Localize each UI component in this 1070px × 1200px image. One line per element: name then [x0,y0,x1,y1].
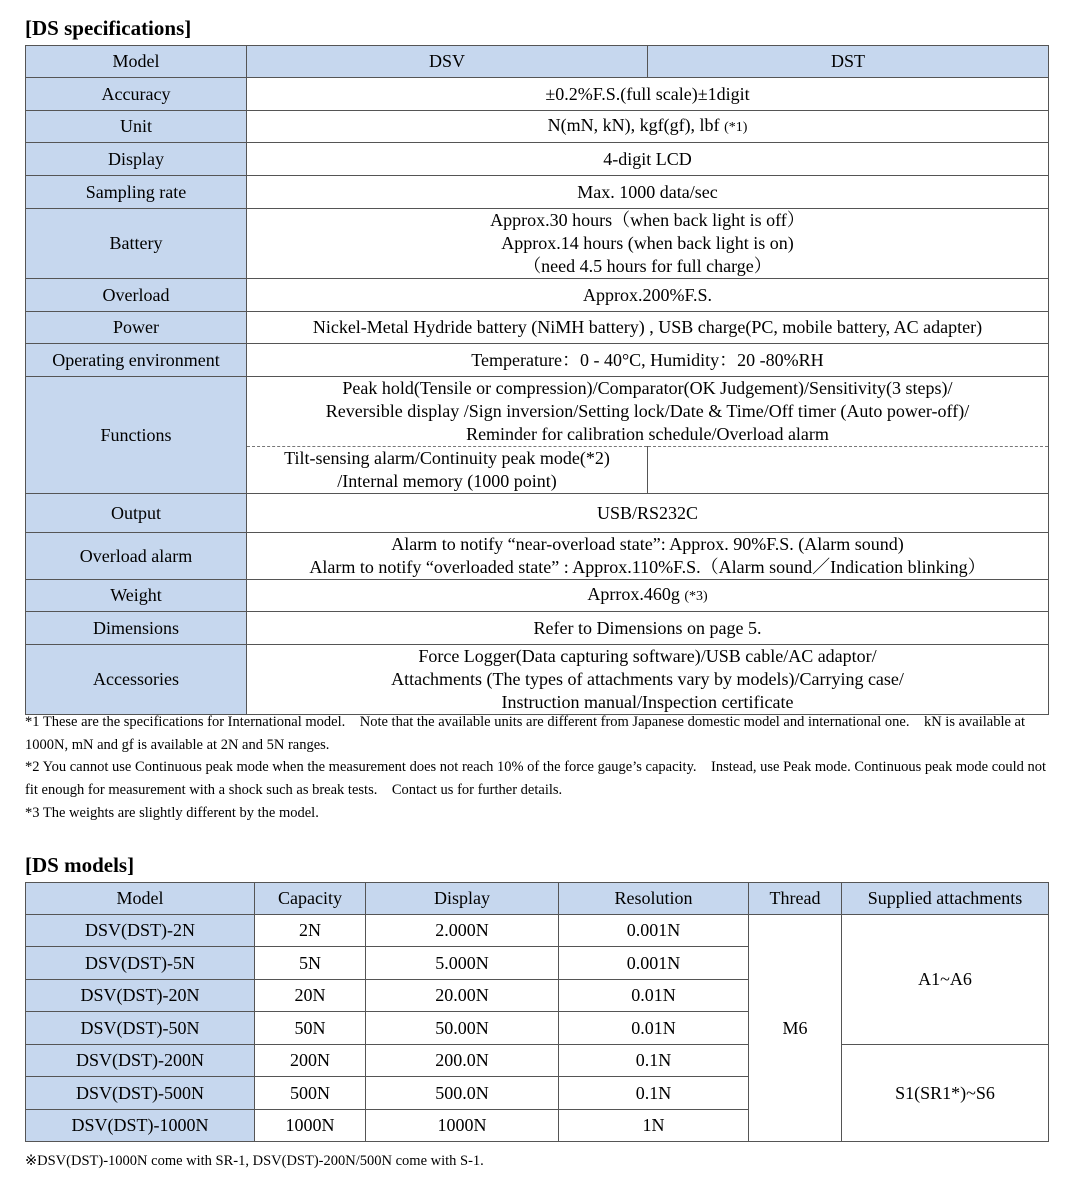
row-overload [26,279,1049,312]
functions-line: Reversible display /Sign inversion/Setting lock/Date & Time/Off timer (Auto power-off)/ [325,401,970,421]
functions-line: Reminder for calibration schedule/Overload alarm [466,424,829,444]
value-overload: Approx.200%F.S. [247,279,1049,312]
table-row [26,1045,1049,1077]
model-name: DSV(DST)-2N [26,915,255,947]
col-display: Display [366,883,559,915]
accessories-line: Force Logger(Data capturing software)/USB cable/AC adaptor/ [418,646,877,666]
resolution: 0.001N [559,947,749,980]
unit-text: N(mN, kN), kgf(gf), lbf [547,115,720,135]
thread-value: M6 [749,915,842,1142]
value-accessories [247,645,1049,715]
label-environment: Operating environment [26,344,247,377]
label-display: Display [26,143,247,176]
row-power [26,312,1049,344]
value-display: 4-digit LCD [247,143,1049,176]
display: 500.0N [366,1077,559,1110]
row-unit [26,111,1049,143]
model-name: DSV(DST)-200N [26,1045,255,1077]
row-display [26,143,1049,176]
models-footnote: ※DSV(DST)-1000N come with SR-1, DSV(DST)-200N/500N come with S-1. [25,1153,484,1169]
label-power: Power [26,312,247,344]
accessories-line: Attachments (The types of attachments vary by models)/Carrying case/ [391,669,904,689]
label-sampling: Sampling rate [26,176,247,209]
note-1: *1 These are the specifications for International model. Note that the available units are different from Japanese domestic model and international one. kN is available at 1000N, mN and gf is available at 2N and 5N ranges. [25,714,1026,753]
value-overload-alarm [247,533,1049,580]
row-accessories [26,645,1049,715]
capacity: 2N [255,915,366,947]
model-name: DSV(DST)-1000N [26,1110,255,1142]
display: 20.00N [366,980,559,1012]
note-2: *2 You cannot use Continuous peak mode when the measurement does not reach 10% of the force gauge’s capacity. Instead, use Peak mode. Continuous peak mode could not fit enough for measurement with a shock such as break tests. Contact us for further details. [25,759,1047,799]
weight-note: (*3) [684,589,708,604]
weight-text: Aprrox.460g [587,584,680,604]
row-environment [26,344,1049,377]
header-dst: DST [648,46,1049,78]
row-functions [26,377,1049,447]
model-name: DSV(DST)-50N [26,1012,255,1045]
overload-alarm-line: Alarm to notify “overloaded state” : Approx.110%F.S.（Alarm sound／Indication blinking） [309,557,986,577]
capacity: 1000N [255,1110,366,1142]
functions-dsv-line: /Internal memory (1000 point) [337,471,557,491]
value-battery [247,209,1049,279]
capacity: 500N [255,1077,366,1110]
resolution: 0.01N [559,1012,749,1045]
model-name: DSV(DST)-5N [26,947,255,980]
row-weight [26,580,1049,612]
label-dimensions: Dimensions [26,612,247,645]
models-header-row [26,883,1049,915]
label-unit: Unit [26,111,247,143]
value-accuracy: ±0.2%F.S.(full scale)±1digit [247,78,1049,111]
battery-line: （need 4.5 hours for full charge） [523,256,772,276]
value-functions-dst [648,447,1049,494]
display: 1000N [366,1110,559,1142]
label-functions: Functions [26,377,247,494]
battery-line: Approx.30 hours（when back light is off） [490,210,805,230]
capacity: 200N [255,1045,366,1077]
attachments-s: S1(SR1*)~S6 [842,1045,1049,1142]
label-overload: Overload [26,279,247,312]
resolution: 1N [559,1110,749,1142]
capacity: 20N [255,980,366,1012]
accessories-line: Instruction manual/Inspection certificate [501,692,794,712]
row-dimensions [26,612,1049,645]
table-row [26,915,1049,947]
value-power: Nickel-Metal Hydride battery (NiMH battery) , USB charge(PC, mobile battery, AC adapter) [247,312,1049,344]
spec-notes [25,711,1055,825]
resolution: 0.001N [559,915,749,947]
models-table [25,882,1049,1142]
label-overload-alarm: Overload alarm [26,533,247,580]
value-unit [247,111,1049,143]
value-output: USB/RS232C [247,494,1049,533]
value-sampling: Max. 1000 data/sec [247,176,1049,209]
label-accuracy: Accuracy [26,78,247,111]
model-name: DSV(DST)-20N [26,980,255,1012]
header-model: Model [26,46,247,78]
value-functions-dsv [247,447,648,494]
row-battery [26,209,1049,279]
display: 50.00N [366,1012,559,1045]
model-name: DSV(DST)-500N [26,1077,255,1110]
capacity: 5N [255,947,366,980]
resolution: 0.01N [559,980,749,1012]
row-sampling [26,176,1049,209]
row-accuracy [26,78,1049,111]
label-battery: Battery [26,209,247,279]
resolution: 0.1N [559,1045,749,1077]
col-model: Model [26,883,255,915]
label-accessories: Accessories [26,645,247,715]
functions-dsv-line: Tilt-sensing alarm/Continuity peak mode(*2) [284,448,610,468]
battery-line: Approx.14 hours (when back light is on) [501,233,794,253]
capacity: 50N [255,1012,366,1045]
spec-title: [DS specifications] [25,16,192,40]
overload-alarm-line: Alarm to notify “near-overload state”: Approx. 90%F.S. (Alarm sound) [391,534,904,554]
note-3: *3 The weights are slightly different by the model. [25,804,319,821]
unit-note: (*1) [724,120,748,135]
row-output [26,494,1049,533]
row-overload-alarm [26,533,1049,580]
col-attachments: Supplied attachments [842,883,1049,915]
value-weight [247,580,1049,612]
display: 2.000N [366,915,559,947]
display: 5.000N [366,947,559,980]
functions-line: Peak hold(Tensile or compression)/Comparator(OK Judgement)/Sensitivity(3 steps)/ [342,378,953,398]
col-thread: Thread [749,883,842,915]
spec-table [25,45,1049,715]
resolution: 0.1N [559,1077,749,1110]
value-functions-common [247,377,1049,447]
value-environment: Temperature：0 - 40°C, Humidity：20 -80%RH [247,344,1049,377]
col-resolution: Resolution [559,883,749,915]
label-output: Output [26,494,247,533]
display: 200.0N [366,1045,559,1077]
attachments-a: A1~A6 [842,915,1049,1045]
label-weight: Weight [26,580,247,612]
header-dsv: DSV [247,46,648,78]
value-dimensions: Refer to Dimensions on page 5. [247,612,1049,645]
models-title: [DS models] [25,853,135,877]
col-capacity: Capacity [255,883,366,915]
spec-header-row [26,46,1049,78]
